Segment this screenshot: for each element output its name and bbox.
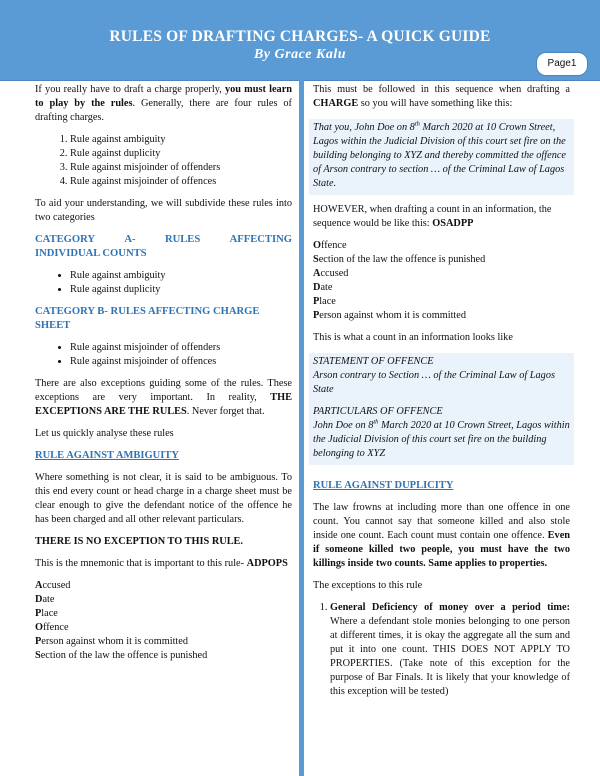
exceptions-text: There are also exceptions guiding some of the rules. These exceptions are very important. In reality,: [35, 378, 292, 403]
document-title: RULES OF DRAFTING CHARGES- A QUICK GUIDE: [109, 28, 491, 45]
exception-item: [330, 601, 570, 699]
sequence-bold: CHARGE: [313, 98, 359, 109]
exceptions-paragraph: [35, 377, 292, 419]
exception-text: Where a defendant stole monies belonging to one person at different times, it is okay the aggregate all the sum and put it into one count. THIS DOES NOT APPLY TO PROPERTIES. (Take note of this exception for the purpose of Bar Finals. It is likely that your knowledge of this exception will be tested): [330, 616, 570, 697]
rule-item: 2. Rule against duplicity: [70, 147, 292, 161]
column-divider: [299, 80, 304, 776]
sequence-paragraph: [313, 83, 570, 111]
intro-paragraph: [35, 83, 292, 125]
cat-a-line2: INDIVIDUAL COUNTS: [35, 248, 147, 259]
mnemonic-item: Place: [313, 296, 336, 307]
however-paragraph: [313, 203, 570, 231]
title-banner: [0, 0, 600, 81]
mnemonic-item: Accused: [313, 268, 349, 279]
list-item: • Rule against misjoinder of offenders: [70, 341, 292, 355]
no-exception-bold: THERE IS NO EXCEPTION TO THIS RULE.: [35, 536, 244, 547]
ambiguity-heading: RULE AGAINST AMBIGUITY: [35, 450, 179, 461]
duplicity-heading: RULE AGAINST DUPLICITY: [313, 480, 454, 491]
mnemonic-item: Person against whom it is committed: [313, 310, 467, 321]
left-column: [35, 83, 292, 671]
exception-heading: General Deficiency of money over a period time:: [330, 602, 570, 613]
cat-a-word: A-: [124, 234, 136, 245]
cat-a-word: AFFECTING: [229, 234, 292, 245]
exceptions-bold: THE EXCEPTIONS ARE THE RULES: [35, 392, 292, 417]
mnemonic-item: Accused: [35, 580, 71, 591]
however-bold: OSADPP: [432, 218, 474, 229]
mnemonic-item: Offence: [313, 240, 347, 251]
charge-example-box: [309, 119, 574, 195]
statement-heading: STATEMENT OF OFFENCE: [313, 356, 434, 367]
duplicity-paragraph: [313, 501, 570, 571]
rule-item: 3. Rule against misjoinder of offenders: [70, 161, 292, 175]
rules-list: [35, 133, 292, 189]
osadpp-list: [313, 239, 570, 323]
information-intro: This is what a count in an information looks like: [313, 332, 513, 343]
sequence-text: This must be followed in this sequence when drafting a: [313, 84, 570, 95]
cat-a-word: CATEGORY: [35, 234, 96, 245]
duplicity-text: The law frowns at including more than one offence in one count. You cannot say that someone killed and also stole inside one count. Each count must contain one offence.: [313, 502, 570, 541]
intro-bold: you must learn to play by the rules: [35, 84, 292, 109]
mnemonic-text: This is the mnemonic that is important to this rule-: [35, 558, 247, 569]
duplicity-bold: Even if someone killed two people, you must have the two killings inside two counts. Same applies to properties.: [313, 530, 570, 569]
information-example-box: [309, 353, 574, 465]
mnemonic-paragraph: [35, 557, 292, 571]
adpops-list: [35, 579, 292, 663]
mnemonic-item: Place: [35, 608, 58, 619]
page-number-badge: Page1: [536, 52, 588, 76]
list-item: • Rule against misjoinder of offences: [70, 355, 292, 369]
particulars-text: John Doe on 8th March 2020 at 10 Crown Street, Lagos within the Judicial Division of this court set fire on the building belonging to XYZ: [313, 418, 570, 459]
list-item: • Rule against ambiguity: [70, 269, 292, 283]
however-text: HOWEVER, when drafting a count in an information, the sequence would be like this:: [313, 204, 552, 229]
statement-text: Arson contrary to Section … of the Criminal Law of Lagos State: [313, 370, 555, 395]
ambiguity-paragraph: Where something is not clear, it is said to be ambiguous. To this end every count or head charge in a charge sheet must be clear enough to give the defendant notice of the offence he has been charged and all other relevant particulars.: [35, 472, 292, 525]
list-item: • Rule against duplicity: [70, 283, 292, 297]
cat-a-word: RULES: [164, 234, 201, 245]
exceptions-list: [313, 601, 570, 699]
particulars-heading: PARTICULARS OF OFFENCE: [313, 406, 443, 417]
rule-item: 4. Rule against misjoinder of offences: [70, 175, 292, 189]
exceptions-intro: The exceptions to this rule: [313, 580, 423, 591]
rule-item: 1. Rule against ambiguity: [70, 133, 292, 147]
mnemonic-item: Offence: [35, 622, 69, 633]
intro-text-end: . Generally, there are four rules of drafting charges.: [35, 98, 292, 123]
mnemonic-bold: ADPOPS: [246, 558, 288, 569]
category-b-list: [35, 341, 292, 369]
exceptions-text-end: . Never forget that.: [186, 406, 265, 417]
mnemonic-item: Date: [313, 282, 333, 293]
sequence-text-end: so you will have something like this:: [358, 98, 513, 109]
subdivide-paragraph: To aid your understanding, we will subdivide these rules into two categories: [35, 198, 292, 223]
mnemonic-item: Date: [35, 594, 55, 605]
document-author: By Grace Kalu: [253, 47, 347, 62]
mnemonic-item: Section of the law the offence is punished: [313, 254, 486, 265]
no-exception-line: [35, 535, 292, 549]
mnemonic-item: Person against whom it is committed: [35, 636, 189, 647]
category-a-heading: [35, 233, 292, 261]
right-column: [313, 83, 570, 707]
mnemonic-item: Section of the law the offence is punished: [35, 650, 208, 661]
category-a-list: [35, 269, 292, 297]
intro-text: If you really have to draft a charge properly,: [35, 84, 225, 95]
charge-example: That you, John Doe on 8th March 2020 at 10 Crown Street, Lagos within the Judicial Division of this court set fire on the building belonging to XYZ and thereby committed the offence of Arson contrary to section … of the Criminal Law of Lagos State.: [313, 120, 566, 189]
category-b-heading: CATEGORY B- RULES AFFECTING CHARGE SHEET: [35, 306, 260, 331]
analyse-line: Let us quickly analyse these rules: [35, 428, 174, 439]
